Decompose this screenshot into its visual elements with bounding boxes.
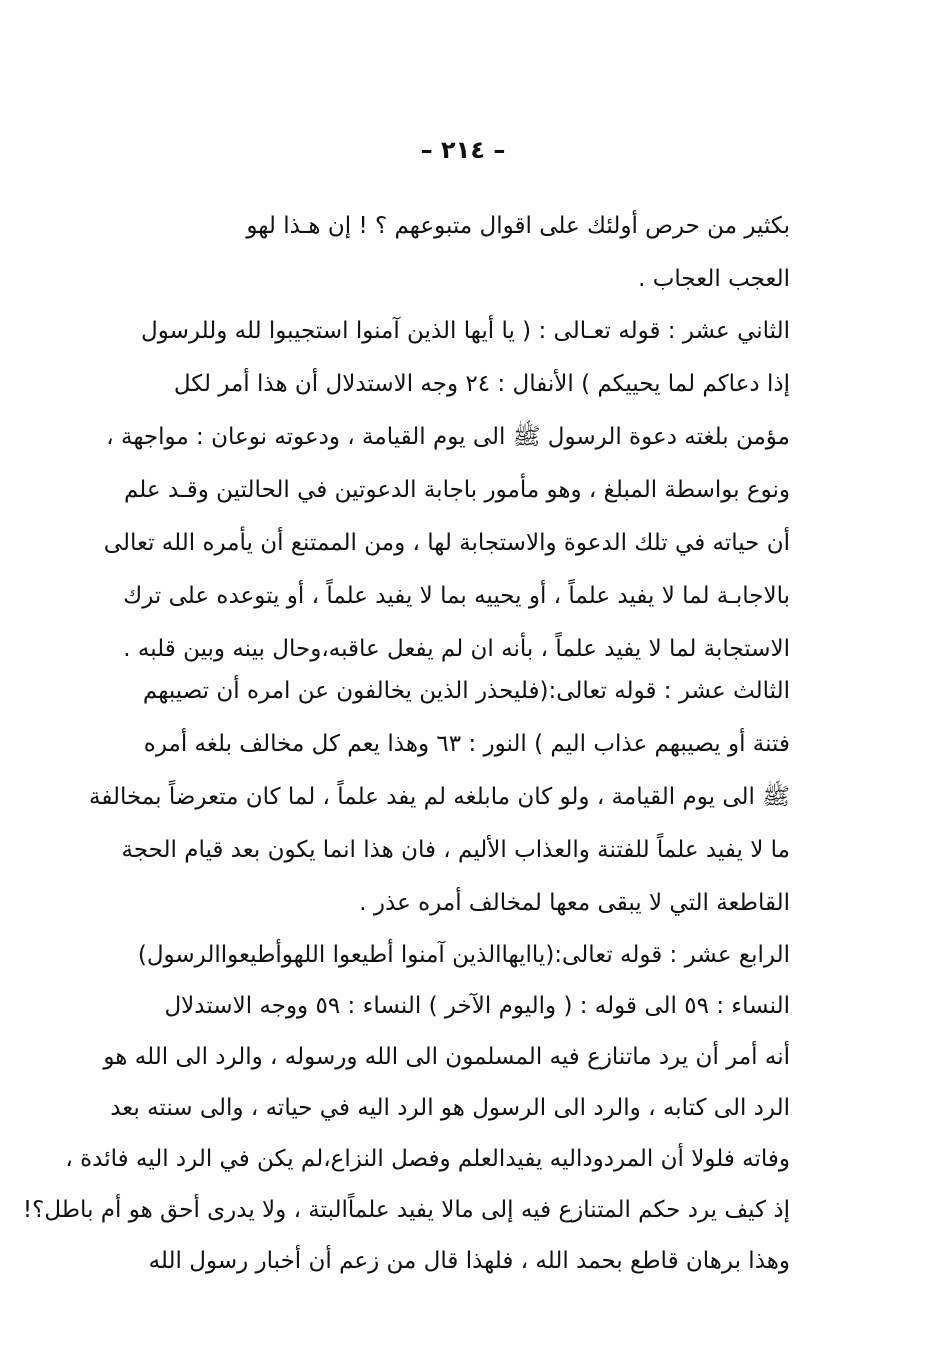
text-line: فتنة أو يصيبهم عذاب اليم ) النور : ٦٣ وهذا يعم كل مخالف بلغه أمره [143,731,790,757]
text-line: الثاني عشر : قوله تعـالى : ( يا أيها الذين آمنوا استجيبوا لله وللرسول [141,318,790,344]
text-line: بكثير من حرص أولئك على اقوال متبوعهم ؟ ! إن هـذا لهو [246,213,790,239]
text-line: إذا دعاكم لما يحييكم ) الأنفال : ٢٤ وجه الاستدلال أن هذا أمر لكل [173,371,790,397]
text-line: إذ كيف يرد حكم المتنازع فيه إلى مالا يفيد علماًالبتة ، ولا يدرى أحق هو أم باطل؟! [22,1197,790,1223]
paragraph-4 [22,930,790,1287]
paragraph-2 [103,305,790,676]
text-line: الاستجابة لما لا يفيد علماً ، بأنه ان لم يفعل عاقبه،وحال بينه وبين قلبه . [123,636,790,662]
text-line: ﷺ الى يوم القيامة ، ولو كان مابلغه لم يفد علماً ، لما كان متعرضاً بمخالفة [89,784,790,810]
text-line: النساء : ٥٩ الى قوله : ( واليوم الآخر ) النساء : ٥٩ ووجه الاستدلال [164,993,790,1019]
text-line: العجب العجاب . [638,266,790,292]
text-line: مؤمن بلغته دعوة الرسول ﷺ الى يوم القيامة ، ودعوته نوعان : مواجهة ، [106,424,790,450]
text-line: الرد الى كتابه ، والرد الى الرسول هو الرد اليه في حياته ، والى سنته بعد [110,1095,790,1121]
paragraph-3 [89,665,790,930]
text-line: الرابع عشر : قوله تعالى:(ياايهاالذين آمنوا أطيعوا اللهوأطيعواالرسول) [137,942,790,968]
text-line: الثالث عشر : قوله تعالى:(فليحذر الذين يخالفون عن امره أن تصيبهم [142,678,790,704]
text-line: أن حياته في تلك الدعوة والاستجابة لها ، ومن الممتنع أن يأمره الله تعالى [103,530,790,556]
text-line: القاطعة التي لا يبقى معها لمخالف أمره عذر . [359,890,790,916]
page-number: – ٢١٤ – [420,136,506,164]
text-line: ما لا يفيد علماً للفتنة والعذاب الأليم ، فان هذا انما يكون بعد قيام الحجة [121,837,790,863]
text-line: وهذا برهان قاطع بحمد الله ، فلهذا قال من زعم أن أخبار رسول الله [148,1248,790,1274]
text-line: ونوع بواسطة المبلغ ، وهو مأمور باجابة الدعوتين في الحالتين وقـد علم [123,477,790,503]
text-line: وفاته فلولا أن المردوداليه يفيدالعلم وفصل النزاع،لم يكن في الرد اليه فائدة ، [65,1146,790,1172]
text-line: بالاجابـة لما لا يفيد علماً ، أو يحييه بما لا يفيد علماً ، أو يتوعده على ترك [123,583,790,609]
paragraph-1 [110,200,790,306]
text-line: أنه أمر أن يرد ماتنازع فيه المسلمون الى الله ورسوله ، والرد الى الله هو [103,1044,790,1070]
